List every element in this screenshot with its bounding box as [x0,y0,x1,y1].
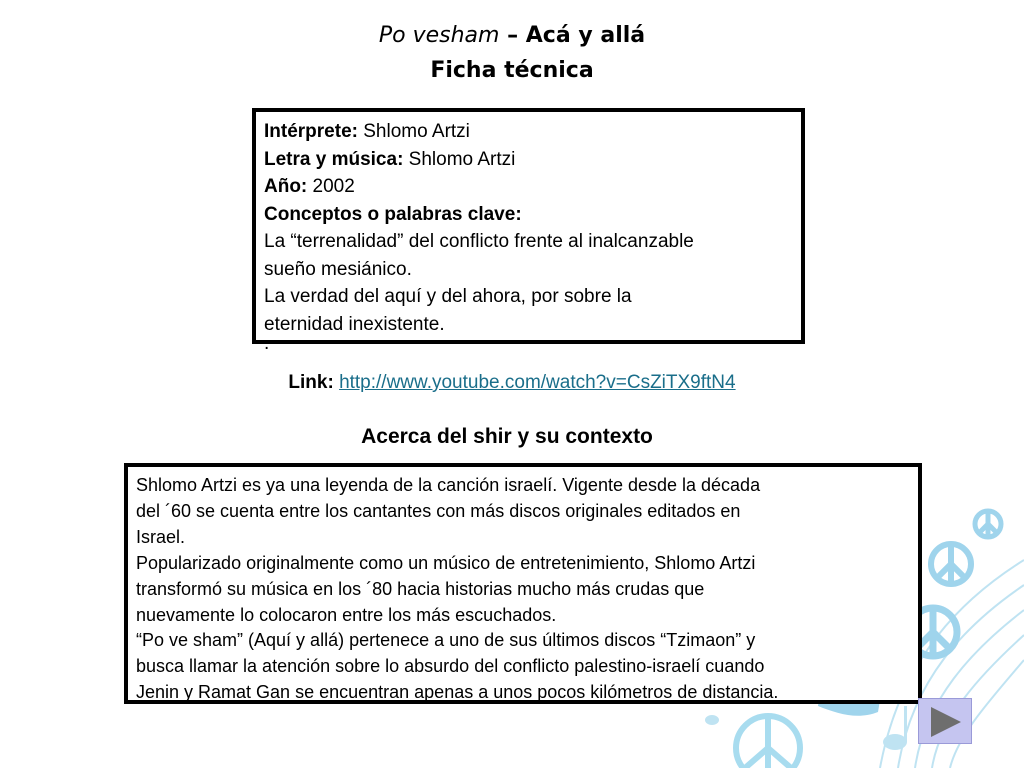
interpreter-label: Intérprete: [264,121,358,142]
year-row [264,173,793,201]
about-line: Shlomo Artzi es ya una leyenda de la canción israelí. Vigente desde la década [136,475,761,495]
peace-sign-icon [736,716,800,768]
lyrics-music-value: Shlomo Artzi [403,148,516,170]
about-line: busca llamar la atención sobre lo absurdo del conflicto palestino-israelí cuando [136,656,765,677]
song-title-italic: Po vesham [378,23,500,48]
about-text-box [124,463,922,704]
link-row [0,370,1024,396]
keywords-line: eternidad inexistente. [264,313,445,335]
peace-sign-icon [931,544,971,584]
about-line: Israel. [136,526,186,547]
about-heading: Acerca del shir y su contexto [361,425,653,448]
about-line: “Po ve sham” (Aquí y allá) pertenece a uno de sus últimos discos “Tzimaon” y [136,630,756,651]
peace-sign-icon [975,511,1001,537]
year-label: Año: [264,176,308,197]
about-line: del ´60 se cuenta entre los cantantes con más discos originales editados en [136,500,741,521]
lyrics-music-label: Letra y música: [264,148,404,170]
slide-subtitle: Ficha técnica [430,58,594,83]
keywords-line: La verdad del aquí y del ahora, por sobre la [264,286,632,307]
slide-title [0,21,1024,51]
trailing-dot: . [264,333,270,354]
next-slide-button[interactable] [918,698,972,744]
song-title-rest: – Acá y allá [499,23,646,48]
about-line: Popularizado originalmente como un músico de entretenimiento, Shlomo Artzi [136,552,756,573]
keywords-label: Conceptos o palabras clave: [264,203,522,225]
lyrics-music-row [264,146,793,174]
play-next-icon [919,699,973,745]
interpreter-value: Shlomo Artzi [357,121,470,142]
keywords-line: La “terrenalidad” del conflicto frente al inalcanzable [264,231,694,252]
keywords-line: sueño mesiánico. [264,258,412,280]
about-line: transformó su música en los ´80 hacia historias mucho más crudas que [136,578,705,599]
about-line: nuevamente lo colocaron entre los más escuchados. [136,604,557,625]
year-value: 2002 [307,176,355,197]
about-line: Jenin y Ramat Gan se encuentran apenas a unos pocos kilómetros de distancia. [136,682,779,703]
youtube-link[interactable]: http://www.youtube.com/watch?v=CsZiTX9ftN4 [339,372,736,393]
interpreter-row [264,118,793,146]
link-label: Link: [288,372,334,393]
technical-sheet-box [252,108,805,344]
